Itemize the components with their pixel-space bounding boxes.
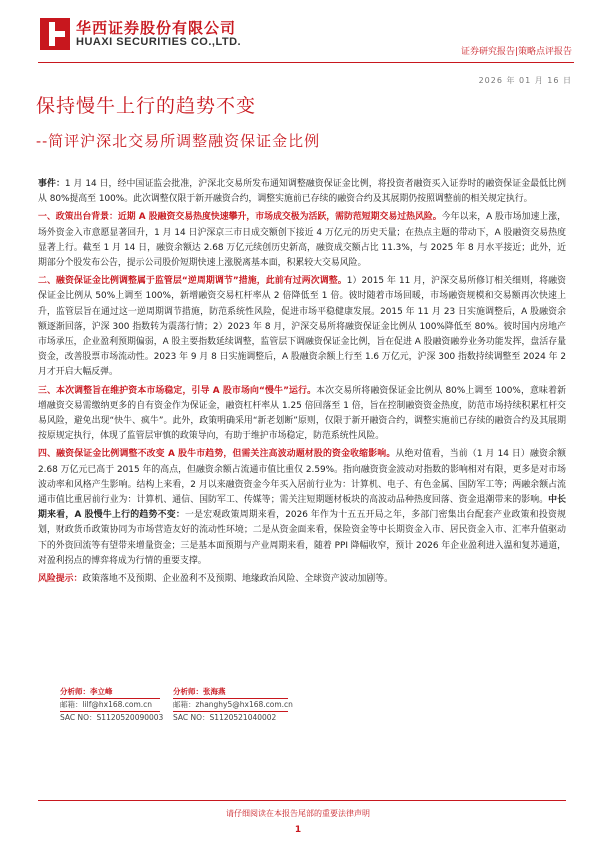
risk-text: 政策落地不及预期、企业盈利不及预期、地缘政治风险、全球资产波动加剧等。 bbox=[82, 574, 393, 585]
section-2-paragraph bbox=[38, 274, 566, 380]
company-name-cn: 华西证券股份有限公司 bbox=[76, 19, 237, 37]
risk-heading: 风险提示： bbox=[38, 574, 83, 585]
analyst-1-email[interactable]: 邮箱：lilf@hx168.com.cn bbox=[60, 700, 153, 709]
analyst-2-divider-2 bbox=[173, 711, 288, 712]
legal-disclaimer: 请仔细阅读在本报告尾部的重要法律声明 bbox=[226, 809, 370, 818]
huaxi-logo-icon bbox=[40, 18, 70, 50]
report-title: 保持慢牛上行的趋势不变 bbox=[36, 95, 257, 117]
company-name-en: HUAXI SECURITIES CO.,LTD. bbox=[76, 36, 242, 48]
footer-divider bbox=[38, 800, 566, 801]
analyst-1-name: 分析师：李立峰 bbox=[60, 687, 113, 696]
section-2-heading: 二、融资保证金比例调整属于监管层“逆周期调节”措施，此前有过两次调整。 bbox=[38, 276, 347, 287]
page-number: 1 bbox=[294, 825, 302, 835]
section-4-bold-text: 中长期来看，A 股慢牛上行的趋势不变： bbox=[38, 495, 566, 521]
analyst-2-sac: SAC NO：S1120521040002 bbox=[173, 713, 277, 722]
report-date: 2026 年 01 月 16 日 bbox=[478, 76, 572, 85]
section-3-paragraph bbox=[38, 384, 566, 445]
risk-paragraph bbox=[38, 572, 566, 587]
report-type: 证券研究报告|策略点评报告 bbox=[460, 47, 572, 57]
section-3-heading: 三、本次调整旨在维护资本市场稳定，引导 A 股市场向“慢牛”运行。 bbox=[38, 385, 317, 396]
analyst-1 bbox=[60, 685, 163, 724]
analyst-1-sac: SAC NO：S1120520090003 bbox=[60, 713, 164, 722]
analyst-2-email[interactable]: 邮箱：zhanghy5@hx168.com.cn bbox=[173, 700, 293, 709]
event-text: 1 月 14 日，经中国证监会批准，沪深北交易所发布通知调整融资保证金比例，将投资者融资买入证券时的融资保证金最低比例从 80%提高至 100%。此次调整仅限于新开融资合约，调整实施前已存续的融资合约及其展期仍按照调整前的相关规定执行。 bbox=[38, 179, 566, 205]
analyst-2-name: 分析师：张海燕 bbox=[173, 687, 226, 696]
analyst-2 bbox=[173, 685, 293, 724]
report-subtitle: --简评沪深北交易所调整融资保证金比例 bbox=[36, 132, 321, 150]
analyst-2-divider bbox=[173, 698, 288, 699]
analyst-1-divider bbox=[60, 698, 160, 699]
event-heading: 事件： bbox=[38, 179, 65, 189]
section-2-text: 1）2015 年 11 月，沪深交易所修订相关细则，将融资保证金比例从 50%上调至 100%，新增融资交易杠杆率从 2 倍降低至 1 倍。彼时随着市场回暖，市场融资规模和交易额再次快速上升，监管层旨在通过这一逆周期调节措施，防范系统性风险，促进市场平稳健康发展。2015 年 11 月 23 日实施调整后，A 股融资余额逐渐回落，沪深 300 指数转为震荡行情；2）2023 年 8 月，沪深交易所将融资保证金比例从 100%降低至 80%。彼时国内房地产市场承压，企业盈利预期偏弱，A 股主要指数延续调整，监管层下调融资保证金比例，旨在促进 A 股融资融券业务功能发挥，盘活存量资金，改善股票市场流动性。2023 年 9 月 8 日实施调整后，A 股融资余额上行至 1.6 万亿元，沪深 300 指数持续调整至 2024 年 2 月才开启大幅反弹。 bbox=[38, 276, 566, 378]
section-4-text-a: 从绝对值看，当前（1 月 14 日）融资余额 2.68 万亿元已高于 2015 年的高点，但融资余额占流通市值比重仅 2.59%。指向融资资金波动对指数的影响相对有限，更多是对市场波动率和风格产生影响。结构上来看，2 月以来融资资金今年买入居前行业为：计算机、电子、有色金属、国防军工等；两融余额占流通市值比重居前行业为：计算机、通信、国防军工、传媒等；需关注短期题材板块的高波动品种热度回落、资金退潮带来的影响。 bbox=[38, 449, 567, 506]
section-1-text: 今年以来，A 股市场加速上涨，场外资金入市意愿显著回升，1 月 14 日沪深京三市日成交额创下接近 4 万亿元的历史天量；在热点主题的带动下，A 股融资交易热度显著上行。截至 1 月 14 日，融资余额达 2.68 万亿元续创历史新高，融资成交额占比 11.3%，与 2025 年 8 月水平接近；此外，近期部分个股发布公告，提示公司股价短期快速上涨脱离基本面，积累较大交易风险。 bbox=[38, 212, 566, 269]
section-4-text-b: 一是宏观政策周期来看，2026 年作为十五五开局之年，多部门密集出台配套产业政策和投资规划，财政货币政策协同为市场营造友好的流动性环境；二是从资金面来看，保险资金等中长期资金入市、居民资金入市、汇率升值驱动下的外资回流等有望带来增量资金；三是基本面预期与产业周期来看，随着 PPI 降幅收窄，预计 2026 年企业盈利进入温和复苏通道，对盈利拐点的博弈将成为行情的重要支撑。 bbox=[38, 510, 566, 566]
analyst-1-divider-2 bbox=[60, 711, 160, 712]
section-4-paragraph bbox=[38, 447, 566, 569]
section-1-paragraph bbox=[38, 210, 566, 271]
section-4-heading: 四、融资保证金比例调整不改变 A 股牛市趋势，但需关注高波动题材股的资金收缩影响。 bbox=[38, 449, 396, 460]
report-body bbox=[38, 177, 566, 590]
section-3-text: 本次交易所将融资保证金比例从 80%上调至 100%，意味着新增融资交易需缴纳更多的自有资金作为保证金，融资杠杆率从 1.25 倍回落至 1 倍，旨在控制融资资金热度，防范市场持续积累杠杆交易风险，避免出现“快牛、疯牛”。此外，政策明确采用“新老划断”原则，仅限于新开融资合约，调整实施前已存续的融资合约及其展期按原规定执行，体现了监管层审慎的政策导向，有助于维护市场稳定，防范系统性风险。 bbox=[38, 385, 566, 442]
section-1-heading: 一、政策出台背景：近期 A 股融资交易热度快速攀升，市场成交极为活跃，需防范短期交易过热风险。 bbox=[38, 212, 442, 223]
event-paragraph bbox=[38, 177, 566, 207]
header-divider bbox=[38, 62, 574, 63]
